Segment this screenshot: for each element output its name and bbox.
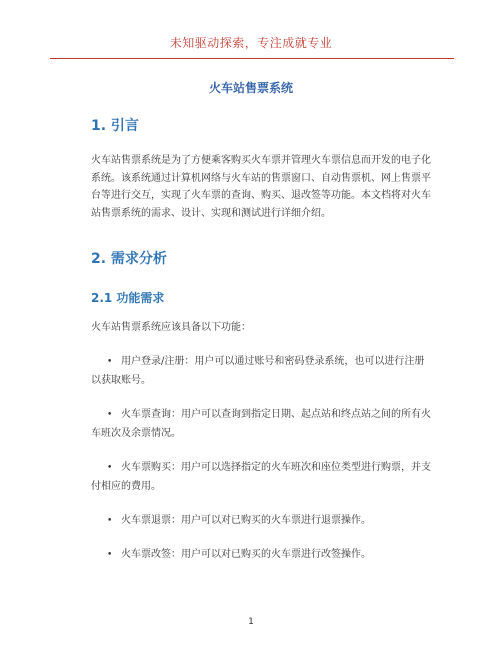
list-item: [91, 406, 431, 442]
functional-intro: 火车站售票系统应该具备以下功能：: [91, 322, 251, 333]
list-item: [91, 512, 431, 531]
document-title: 火车站售票系统: [208, 81, 293, 95]
page-number: 1: [248, 617, 254, 627]
bullet-dot-icon: •: [107, 550, 113, 560]
list-item: [91, 459, 431, 495]
list-item-text: 火车票购买：用户可以选择指定的火车班次和座位类型进行购票，并支付相应的费用。: [91, 462, 431, 492]
list-item: [91, 546, 431, 565]
list-item-text: 火车票退票：用户可以对已购买的火车票进行退票操作。: [121, 515, 371, 526]
bullet-dot-icon: •: [107, 410, 113, 420]
section-heading-requirements: 2. 需求分析: [91, 251, 167, 267]
header-divider: [50, 58, 454, 59]
list-item-text: 火车票改签：用户可以对已购买的火车票进行改签操作。: [121, 549, 371, 560]
subsection-heading-functional: 2.1 功能需求: [91, 291, 165, 305]
list-item-text: 火车票查询：用户可以查询到指定日期、起点站和终点站之间的所有火车班次及余票情况。: [91, 409, 431, 439]
list-item-text: 用户登录/注册：用户可以通过账号和密码登录系统，也可以进行注册以获取账号。: [91, 356, 425, 386]
introduction-paragraph: 火车站售票系统是为了方便乘客购买火车票并管理火车票信息而开发的电子化系统。该系统通过计算机网络与火车站的售票窗口、自动售票机、网上售票平台等进行交互，实现了火车票的查询、购买、退改签等功能。本文档将对火车站售票系统的需求、设计、实现和测试进行详细介绍。: [91, 155, 431, 219]
list-item: [91, 353, 431, 389]
bullet-dot-icon: •: [107, 516, 113, 526]
header-banner: 未知驱动探索，专注成就专业: [169, 36, 333, 50]
bullet-dot-icon: •: [107, 357, 113, 367]
bullet-dot-icon: •: [107, 463, 113, 473]
section-heading-introduction: 1. 引言: [91, 118, 139, 134]
